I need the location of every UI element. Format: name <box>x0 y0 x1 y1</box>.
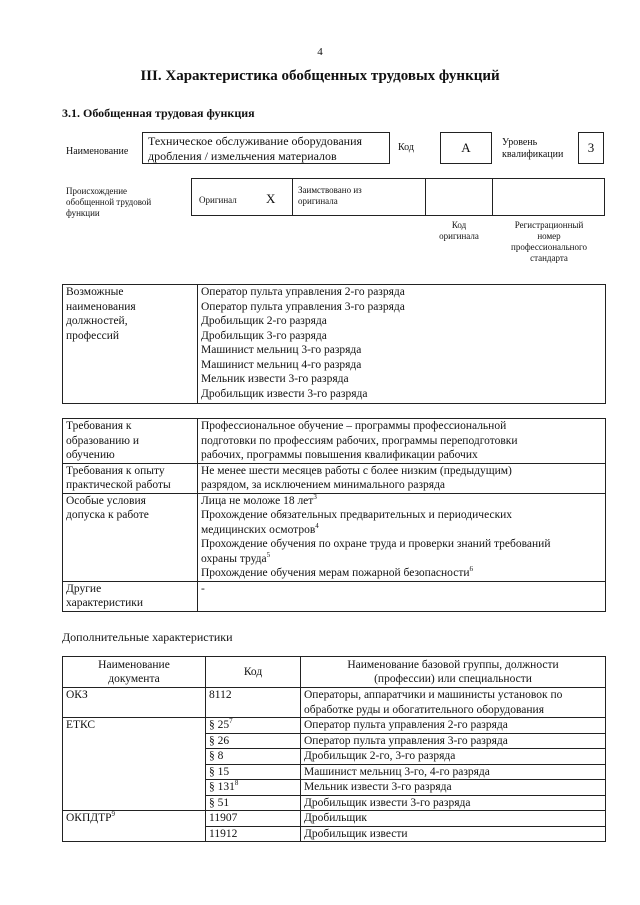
col-header-name <box>301 657 606 688</box>
level-label-line1: Уровень <box>502 137 538 148</box>
etks-name: Дробильщик 2-го, 3-го разряда <box>301 749 606 765</box>
cond-1-text: Лица не моложе 18 лет <box>201 494 314 507</box>
code-text: § 51 <box>209 796 230 809</box>
reg-line4: стандарта <box>530 253 568 263</box>
etks-code <box>206 780 301 796</box>
borrowed-line2: оригинала <box>298 196 338 206</box>
original-label: Оригинал <box>199 195 237 205</box>
orig-code-line2: оригинала <box>439 231 479 241</box>
origin-label-line2: обобщенной трудовой <box>66 197 152 207</box>
cond-3-text: охраны труда <box>201 552 267 565</box>
reg-line3: профессионального <box>511 242 587 252</box>
borrowed-line1: Заимствовано из <box>298 185 362 195</box>
etks-code <box>206 733 301 749</box>
list-item: Мельник извести 3-го разряда <box>201 373 349 385</box>
cond-2-line1: Прохождение обязательных предварительных и периодических <box>201 509 513 521</box>
edu-label-line1: Требования к <box>66 420 132 432</box>
list-item: Дробильщик 3-го разряда <box>201 329 327 342</box>
footnote-ref: 4 <box>315 521 319 530</box>
edu-line3: рабочих, программы повышения квалификации рабочих <box>201 449 478 461</box>
edu-line2: подготовки по профессиям рабочих, программы переподготовки <box>201 434 518 447</box>
divider <box>492 178 493 216</box>
list-item: Дробильщик 2-го разряда <box>201 315 327 327</box>
section-title: III. Характеристика обобщенных трудовых функций <box>140 68 500 84</box>
level-label-line2: квалификации <box>502 149 564 160</box>
col-header-doc <box>63 657 206 688</box>
list-item: Оператор пульта управления 2-го разряда <box>201 286 405 298</box>
positions-label-line3: должностей, <box>66 315 128 327</box>
okz-name-line2: обработке руды и обогатительного оборудования <box>304 703 545 716</box>
positions-table <box>62 284 606 404</box>
reg-line2: номер <box>537 231 561 241</box>
etks-name: Оператор пульта управления 2-го разряда <box>301 718 606 734</box>
okpdtr-code: 11912 <box>206 826 301 842</box>
origin-label-line1: Происхождение <box>66 186 128 196</box>
cond-1 <box>201 494 602 509</box>
cond-label <box>63 493 198 581</box>
okz-code: 8112 <box>206 688 301 718</box>
cond-2-text: медицинских осмотров <box>201 523 316 536</box>
name-value-line2: дробления / измельчения материалов <box>148 149 337 163</box>
positions-list <box>198 285 606 404</box>
edu-value <box>198 419 606 464</box>
exp-line2: разрядом, за исключением минимального разряда <box>201 479 446 491</box>
cond-value <box>198 493 606 581</box>
reg-number-caption <box>494 220 604 264</box>
positions-label <box>63 285 198 404</box>
col-header-code: Код <box>206 657 301 688</box>
orig-code-caption <box>425 220 493 242</box>
head-name-line1: Наименование базовой группы, должности <box>347 658 559 671</box>
positions-label-line2: наименования <box>66 300 136 313</box>
head-doc-line2: документа <box>108 673 160 685</box>
okpdtr-text: ОКПДТР <box>66 812 112 824</box>
positions-label-line1: Возможные <box>66 286 124 298</box>
footnote-ref: 8 <box>234 779 239 788</box>
exp-label-line1: Требования к опыту <box>66 464 165 477</box>
cond-4 <box>201 566 602 581</box>
other-label <box>63 581 198 611</box>
cond-label-line1: Особые условия <box>66 494 146 507</box>
additional-table <box>62 656 606 842</box>
edu-line1: Профессиональное обучение – программы профессиональной <box>201 420 507 432</box>
exp-label-line2: практической работы <box>66 479 171 491</box>
cond-2-line2 <box>201 523 602 538</box>
subsection-title: 3.1. Обобщенная трудовая функция <box>62 106 255 120</box>
name-value <box>142 132 390 164</box>
head-doc-line1: Наименование <box>98 658 170 671</box>
etks-code <box>206 718 301 734</box>
code-text: § 131 <box>209 781 235 793</box>
page-number: 4 <box>317 46 323 58</box>
footnote-ref: 3 <box>313 492 317 501</box>
list-item: Машинист мельниц 3-го разряда <box>201 344 362 356</box>
cond-3-line1: Прохождение обучения по охране труда и проверки знаний требований <box>201 538 551 550</box>
exp-value <box>198 463 606 493</box>
requirements-table <box>62 418 606 612</box>
okpdtr-doc <box>63 811 206 842</box>
other-value: - <box>198 581 606 611</box>
etks-name: Машинист мельниц 3-го, 4-го разряда <box>301 764 606 780</box>
etks-code <box>206 749 301 765</box>
origin-label-line3: функции <box>66 208 100 218</box>
table-row <box>63 811 606 827</box>
etks-code <box>206 795 301 811</box>
reg-line1: Регистрационный <box>514 220 584 230</box>
okz-name <box>301 688 606 718</box>
list-item: Машинист мельниц 4-го разряда <box>201 358 362 371</box>
level-label <box>502 137 563 161</box>
code-text: § 26 <box>209 734 230 747</box>
name-value-line1: Техническое обслуживание оборудования <box>148 134 363 148</box>
original-mark: X <box>266 191 276 206</box>
okz-name-line1: Операторы, аппаратчики и машинисты установок по <box>304 689 563 701</box>
borrowed-label <box>298 185 362 207</box>
exp-label <box>63 463 198 493</box>
origin-label <box>66 186 151 219</box>
name-label: Наименование <box>66 146 129 157</box>
code-text: § 8 <box>209 750 224 762</box>
orig-code-line1: Код <box>451 220 467 230</box>
edu-label <box>63 419 198 464</box>
other-label-line2: характеристики <box>66 597 144 609</box>
okpdtr-name: Дробильщик извести <box>301 826 606 842</box>
code-value: А <box>440 132 492 164</box>
list-item: Дробильщик извести 3-го разряда <box>201 387 368 400</box>
footnote-ref: 5 <box>266 550 271 559</box>
table-row <box>63 718 606 734</box>
okpdtr-code: 11907 <box>206 811 301 827</box>
okz-doc: ОКЗ <box>63 688 206 718</box>
etks-code <box>206 764 301 780</box>
exp-line1: Не менее шести месяцев работы с более низким (предыдущим) <box>201 464 512 477</box>
cond-4-text: Прохождение обучения мерам пожарной безопасности <box>201 567 470 579</box>
edu-label-line3: обучению <box>66 449 115 461</box>
code-text: § 25 <box>209 719 230 731</box>
list-item: Оператор пульта управления 3-го разряда <box>201 300 405 313</box>
etks-doc: ЕТКС <box>63 718 206 811</box>
cond-3-line2 <box>201 552 602 567</box>
level-value: 3 <box>578 132 604 164</box>
okpdtr-name: Дробильщик <box>301 811 606 827</box>
footnote-ref: 6 <box>469 565 474 574</box>
origin-table <box>191 178 605 216</box>
divider <box>292 178 293 216</box>
edu-label-line2: образованию и <box>66 434 139 447</box>
etks-name: Мельник извести 3-го разряда <box>301 780 606 796</box>
etks-name: Оператор пульта управления 3-го разряда <box>301 733 606 749</box>
positions-label-line4: профессий <box>66 329 120 342</box>
additional-title: Дополнительные характеристики <box>62 630 233 644</box>
code-text: § 15 <box>209 765 230 778</box>
head-name-line2: (профессии) или специальности <box>374 673 532 685</box>
cond-label-line2: допуска к работе <box>66 509 149 521</box>
divider <box>425 178 426 216</box>
other-label-line1: Другие <box>66 582 102 595</box>
footnote-ref: 9 <box>111 810 116 819</box>
footnote-ref: 7 <box>229 717 233 726</box>
table-row <box>63 688 606 718</box>
code-label: Код <box>398 142 414 153</box>
etks-name: Дробильщик извести 3-го разряда <box>301 795 606 811</box>
